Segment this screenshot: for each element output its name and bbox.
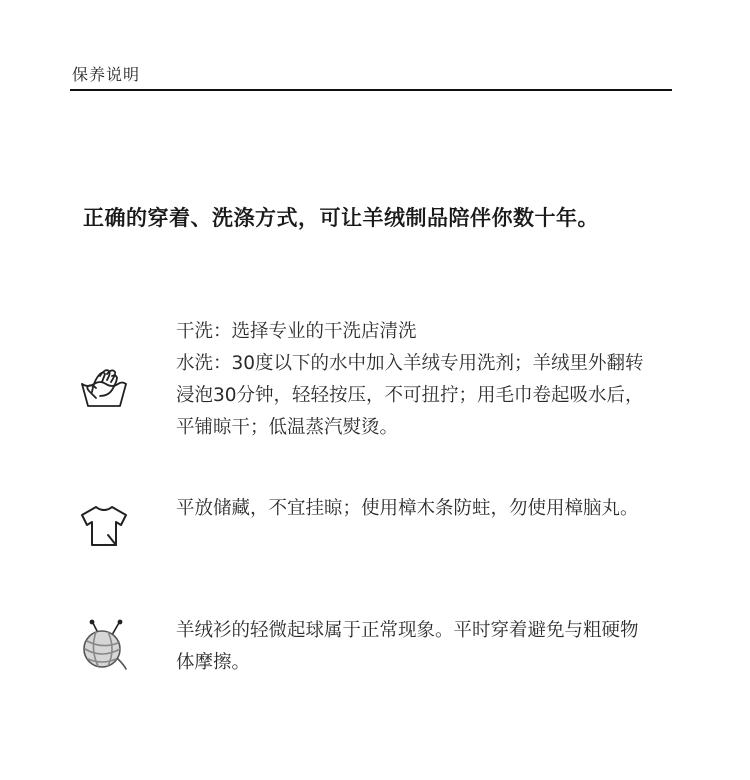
care-text-storage: [176, 493, 651, 525]
care-text-wash: [176, 316, 651, 444]
care-text-pilling: [176, 615, 651, 679]
header-divider: [70, 89, 672, 91]
care-line-dry-clean: 干洗：选择专业的干洗店清洗: [176, 321, 417, 342]
care-line-pilling: 羊绒衫的轻微起球属于正常现象。平时穿着避免与粗硬物体摩擦。: [176, 620, 639, 673]
hand-wash-icon: [78, 362, 130, 414]
care-line-water-wash: 水洗：30度以下的水中加入羊绒专用洗剂；羊绒里外翻转浸泡30分钟，轻轻按压，不可扭拧；用毛巾卷起吸水后，平铺晾干；低温蒸汽熨烫。: [176, 353, 644, 438]
intro-statement: 正确的穿着、洗涤方式，可让羊绒制品陪伴你数十年。: [83, 206, 599, 230]
t-shirt-icon: [78, 499, 130, 551]
care-line-storage: 平放储藏，不宜挂晾；使用樟木条防蛀，勿使用樟脑丸。: [176, 498, 639, 519]
section-title: 保养说明: [72, 65, 141, 84]
yarn-ball-icon: [78, 619, 130, 671]
